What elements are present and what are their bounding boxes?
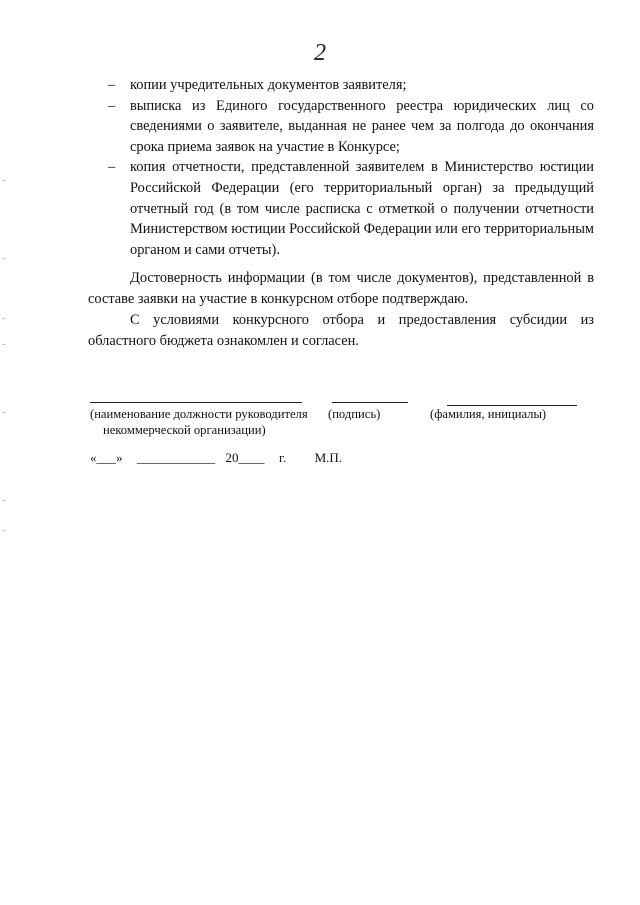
list-item xyxy=(108,96,594,158)
page-number: 2 xyxy=(314,40,326,66)
list-item xyxy=(108,75,594,96)
confirmation-paragraph: Достоверность информации (в том числе документов), представленной в составе заявки на участие в конкурсном отборе подтверждаю. xyxy=(88,270,594,307)
position-caption-line2: некоммерческой организации) xyxy=(103,423,266,437)
list-item-text: выписка из Единого государственного реестра юридических лиц со сведениями о заявителе, выданная не ранее чем за полгода до окончания срока приема заявок на участие в Конкурсе; xyxy=(130,97,594,155)
margin-mark xyxy=(2,344,5,345)
position-signature-line xyxy=(90,402,302,403)
list-item xyxy=(108,157,594,260)
margin-mark xyxy=(2,500,5,501)
list-item-text: копии учредительных документов заявителя; xyxy=(130,77,407,93)
signature-caption: (подпись) xyxy=(328,407,381,421)
list-marker: – xyxy=(108,77,116,93)
date-line xyxy=(90,450,342,466)
date-year-suffix: г. xyxy=(279,450,287,465)
document-list xyxy=(108,75,594,260)
agreement-paragraph: С условиями конкурсного отбора и предоставления субсидии из областного бюджета ознакомлен и согласен. xyxy=(88,312,594,349)
margin-mark xyxy=(2,530,5,531)
signature-line xyxy=(332,402,408,403)
list-item-text: копия отчетности, представленной заявителем в Министерство юстиции Российской Федерации (его территориальный орган) за предыдущий отчетный год (в том числе расписка с отметкой о получении отчетности Министерством юстиции Российской Федерации или его территориальным органом и сами отчеты). xyxy=(130,159,594,258)
margin-mark xyxy=(2,180,5,181)
name-caption: (фамилия, инициалы) xyxy=(430,407,547,421)
date-day: «___» xyxy=(90,450,123,465)
margin-mark xyxy=(2,258,5,259)
margin-mark xyxy=(2,318,5,319)
date-year: 20____ xyxy=(225,450,265,465)
position-caption-line1: (наименование должности руководителя xyxy=(90,407,308,421)
stamp-place: М.П. xyxy=(314,450,343,465)
list-marker: – xyxy=(108,97,116,114)
list-marker: – xyxy=(108,159,116,176)
margin-mark xyxy=(2,412,5,413)
date-month-blank: ____________ xyxy=(137,450,215,465)
